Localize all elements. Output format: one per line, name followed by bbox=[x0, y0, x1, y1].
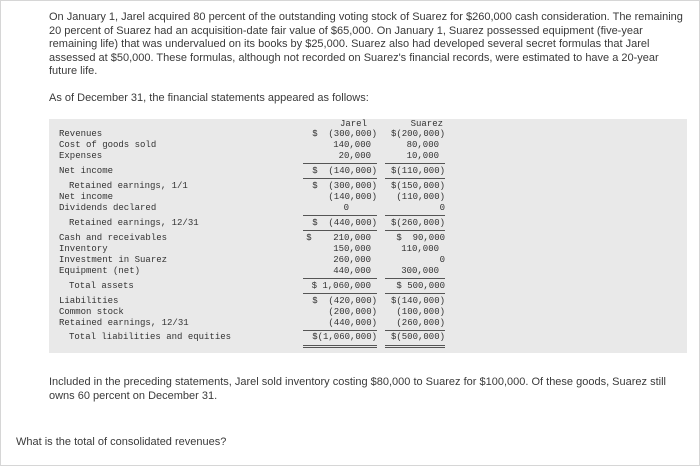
rule-jarel-double-b bbox=[303, 347, 377, 348]
row-label-re-12-31: Retained earnings, 12/31 bbox=[69, 218, 199, 228]
cell-jarel-re-12-31: $ (440,000) bbox=[312, 218, 377, 228]
rule-jarel-7 bbox=[303, 330, 377, 331]
cell-suarez-equipment: 300,000 bbox=[401, 266, 439, 276]
cell-suarez-total-assets: $ 500,000 bbox=[396, 281, 445, 291]
cell-jarel-total-liab-equity: $(1,060,000) bbox=[312, 332, 377, 342]
rule-jarel-1 bbox=[303, 163, 377, 164]
row-label-investment: Investment in Suarez bbox=[59, 255, 168, 265]
cell-suarez-net-income-2: (110,000) bbox=[396, 192, 445, 202]
cell-suarez-re-12-31: $(260,000) bbox=[390, 218, 445, 228]
row-label-net-income: Net income bbox=[59, 166, 114, 176]
footnote-paragraph: Included in the preceding statements, Jarel sold inventory costing $80,000 to Suarez for $100,000. Of these goods, Suarez still owns 60 percent on December 31. bbox=[49, 376, 666, 402]
cell-jarel-re-12-31-2: (440,000) bbox=[328, 318, 377, 328]
cell-jarel-expenses: 20,000 bbox=[338, 151, 371, 161]
rule-suarez-4 bbox=[385, 230, 445, 231]
cell-suarez-cash: $ 90,000 bbox=[396, 233, 445, 243]
row-label-re-1-1: Retained earnings, 1/1 bbox=[69, 181, 188, 191]
cell-suarez-inventory: 110,000 bbox=[401, 244, 439, 254]
cell-suarez-cogs: 80,000 bbox=[406, 140, 439, 150]
row-label-dividends: Dividends declared bbox=[59, 203, 157, 213]
cell-suarez-revenues: $(200,000) bbox=[390, 129, 445, 139]
rule-suarez-6 bbox=[385, 293, 445, 294]
row-label-total-assets: Total assets bbox=[69, 281, 134, 291]
question-text: What is the total of consolidated revenues? bbox=[16, 436, 227, 448]
cell-jarel-cogs: 140,000 bbox=[333, 140, 371, 150]
rule-jarel-3 bbox=[303, 215, 377, 216]
header-suarez: Suarez bbox=[410, 119, 443, 129]
cell-suarez-net-income: $(110,000) bbox=[390, 166, 445, 176]
rule-jarel-4 bbox=[303, 230, 377, 231]
header-jarel: Jarel bbox=[339, 119, 367, 129]
rule-suarez-3 bbox=[385, 215, 445, 216]
rule-suarez-5 bbox=[385, 278, 445, 279]
row-label-total-liab-equity: Total liabilities and equities bbox=[69, 332, 232, 342]
cell-jarel-cash: $ 210,000 bbox=[306, 233, 371, 243]
cell-suarez-investment: 0 bbox=[439, 255, 445, 265]
rule-jarel-2 bbox=[303, 178, 377, 179]
cell-jarel-liabilities: $ (420,000) bbox=[312, 296, 377, 306]
row-label-liabilities: Liabilities bbox=[59, 296, 119, 306]
cell-jarel-investment: 260,000 bbox=[333, 255, 371, 265]
cell-suarez-re-12-31-2: (260,000) bbox=[396, 318, 445, 328]
row-label-re-12-31-2: Retained earnings, 12/31 bbox=[59, 318, 189, 328]
rule-jarel-double-a bbox=[303, 345, 377, 346]
row-label-revenues: Revenues bbox=[59, 129, 103, 139]
cell-jarel-total-assets: $ 1,060,000 bbox=[311, 281, 371, 291]
cell-suarez-liabilities: $(140,000) bbox=[390, 296, 445, 306]
cell-suarez-dividends: 0 bbox=[439, 203, 445, 213]
cell-suarez-common-stock: (100,000) bbox=[396, 307, 445, 317]
cell-jarel-net-income-2: (140,000) bbox=[328, 192, 377, 202]
cell-jarel-revenues: $ (300,000) bbox=[312, 129, 377, 139]
cell-suarez-re-1-1: $(150,000) bbox=[390, 181, 445, 191]
row-label-expenses: Expenses bbox=[59, 151, 103, 161]
row-label-cash: Cash and receivables bbox=[59, 233, 168, 243]
cell-jarel-re-1-1: $ (300,000) bbox=[312, 181, 377, 191]
row-label-cogs: Cost of goods sold bbox=[59, 140, 157, 150]
cell-jarel-equipment: 440,000 bbox=[333, 266, 371, 276]
rule-jarel-5 bbox=[303, 278, 377, 279]
financial-statements-table bbox=[49, 119, 687, 353]
intro-paragraph: On January 1, Jarel acquired 80 percent of the outstanding voting stock of Suarez for $260,000 cash consideration. The remaining 20 percent of Suarez had an acquisition-date fair value of $65,000. On January 1, Suarez possessed equipment (five-year remaining life) that was undervalued on its books by $25,000. Suarez also had developed several secret formulas that Jarel assessed at $50,000. These formulas, although not recorded on Suarez's financial records, were estimated to have a 20-year future life. bbox=[49, 11, 683, 78]
cell-jarel-common-stock: (200,000) bbox=[328, 307, 377, 317]
rule-suarez-double-b bbox=[385, 347, 445, 348]
rule-suarez-double-a bbox=[385, 345, 445, 346]
row-label-common-stock: Common stock bbox=[59, 307, 124, 317]
cell-suarez-expenses: 10,000 bbox=[406, 151, 439, 161]
rule-suarez-2 bbox=[385, 178, 445, 179]
rule-jarel-6 bbox=[303, 293, 377, 294]
rule-suarez-1 bbox=[385, 163, 445, 164]
row-label-inventory: Inventory bbox=[59, 244, 108, 254]
cell-jarel-inventory: 150,000 bbox=[333, 244, 371, 254]
row-label-net-income-2: Net income bbox=[59, 192, 114, 202]
as-of-text: As of December 31, the financial statements appeared as follows: bbox=[49, 92, 369, 104]
cell-jarel-dividends: 0 bbox=[343, 203, 349, 213]
row-label-equipment: Equipment (net) bbox=[59, 266, 141, 276]
cell-jarel-net-income: $ (140,000) bbox=[312, 166, 377, 176]
cell-suarez-total-liab-equity: $(500,000) bbox=[390, 332, 445, 342]
rule-suarez-7 bbox=[385, 330, 445, 331]
